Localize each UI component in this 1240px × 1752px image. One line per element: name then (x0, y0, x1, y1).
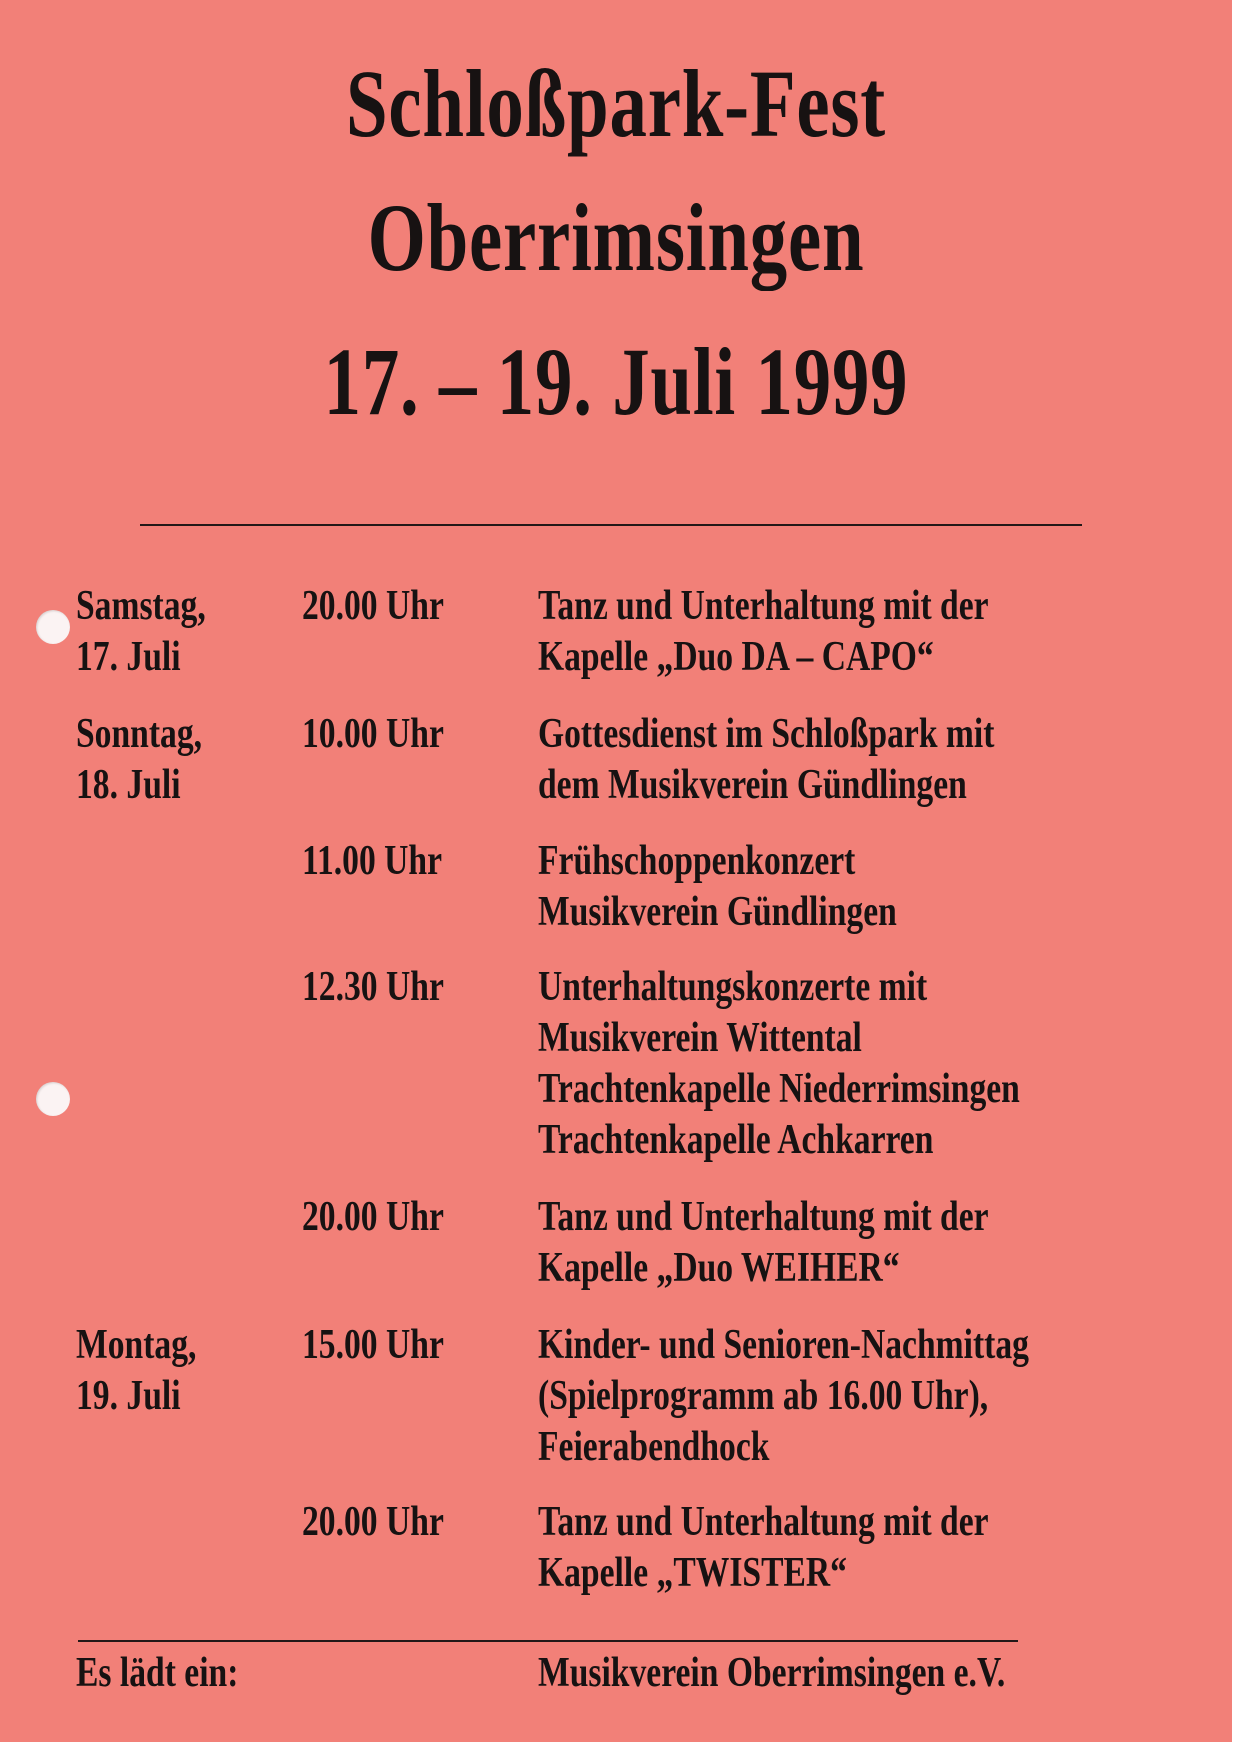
description-line: Unterhaltungskonzerte mit (538, 964, 928, 1010)
description-line: Trachtenkapelle Niederrimsingen (538, 1066, 1020, 1112)
schedule-description (538, 962, 1020, 1166)
day-name: Montag, (76, 1322, 197, 1368)
schedule-time: 11.00 Uhr (302, 838, 443, 884)
day-name: Sonntag, (76, 711, 203, 757)
schedule-description (538, 1192, 989, 1294)
description-line: Tanz und Unterhaltung mit der (538, 1194, 989, 1240)
day-date: 18. Juli (76, 762, 181, 808)
schedule-time: 20.00 Uhr (302, 583, 444, 629)
day-name: Samstag, (76, 583, 206, 629)
description-line: Feierabendhock (538, 1424, 770, 1470)
title-dates: 17. – 19. Juli 1999 (323, 328, 909, 435)
description-line: Tanz und Unterhaltung mit der (538, 583, 989, 629)
schedule-description (538, 581, 989, 683)
schedule-description (538, 709, 994, 811)
schedule-day-saturday (76, 581, 206, 683)
schedule-time: 12.30 Uhr (302, 964, 444, 1010)
divider-top (140, 524, 1082, 526)
description-line: Kapelle „TWISTER“ (538, 1550, 847, 1596)
punch-hole (36, 610, 70, 644)
description-line: Musikverein Gündlingen (538, 889, 897, 935)
schedule-description (538, 1497, 989, 1599)
title-location: Oberrimsingen (367, 184, 865, 291)
description-line: Musikverein Wittental (538, 1015, 862, 1061)
description-line: (Spielprogramm ab 16.00 Uhr), (538, 1373, 989, 1419)
divider-bottom (78, 1640, 1018, 1642)
schedule-time: 20.00 Uhr (302, 1194, 444, 1240)
description-line: Kapelle „Duo WEIHER“ (538, 1245, 900, 1291)
schedule-day-monday (76, 1320, 196, 1422)
schedule-time: 15.00 Uhr (302, 1322, 444, 1368)
footer-host: Musikverein Oberrimsingen e.V. (538, 1650, 1006, 1696)
description-line: Kinder- und Senioren-Nachmittag (538, 1322, 1029, 1368)
schedule-description (538, 836, 897, 938)
schedule-description (538, 1320, 1029, 1473)
punch-hole (36, 1082, 70, 1116)
description-line: Trachtenkapelle Achkarren (538, 1117, 934, 1163)
title-event-name: Schloßpark-Fest (345, 50, 887, 157)
description-line: Gottesdienst im Schloßpark mit (538, 711, 995, 757)
day-date: 19. Juli (76, 1373, 181, 1419)
footer-invite-label: Es lädt ein: (76, 1650, 239, 1696)
description-line: dem Musikverein Gündlingen (538, 762, 967, 808)
schedule-day-sunday (76, 709, 202, 811)
description-line: Kapelle „Duo DA – CAPO“ (538, 634, 934, 680)
schedule-time: 10.00 Uhr (302, 711, 444, 757)
schedule-time: 20.00 Uhr (302, 1499, 444, 1545)
description-line: Frühschoppenkonzert (538, 838, 856, 884)
day-date: 17. Juli (76, 634, 181, 680)
description-line: Tanz und Unterhaltung mit der (538, 1499, 989, 1545)
